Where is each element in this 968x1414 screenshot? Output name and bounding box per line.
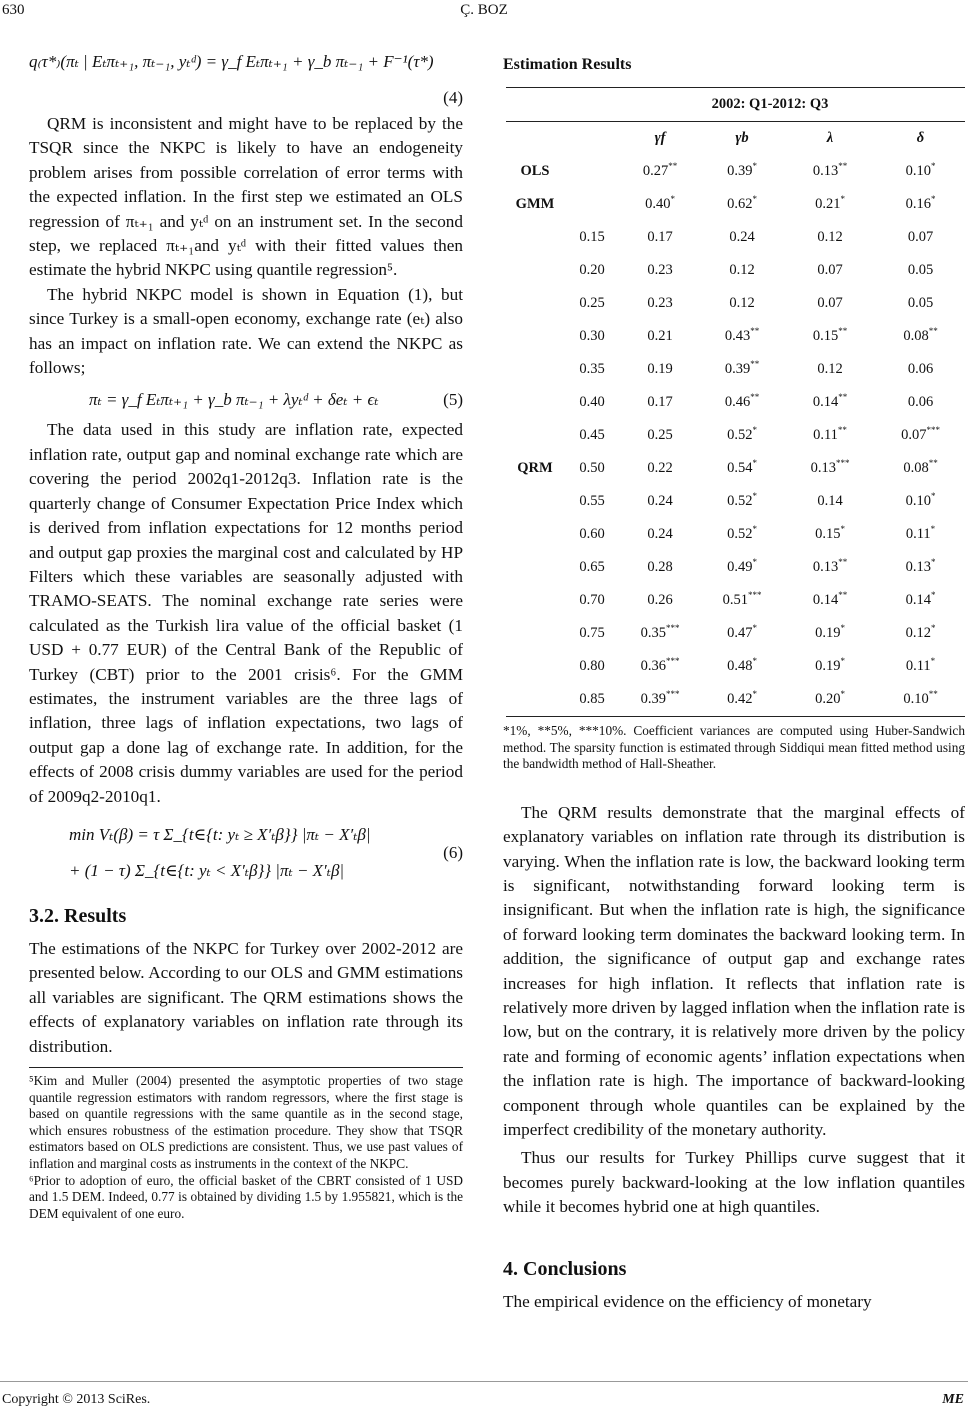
coefficient-value: 0.08 — [903, 328, 929, 344]
coefficient-value: 0.14 — [817, 493, 843, 509]
coefficient-cell — [876, 386, 965, 419]
coefficient-cell — [700, 386, 784, 419]
coefficient-value: 0.11 — [813, 427, 838, 443]
coefficient-value: 0.06 — [907, 361, 934, 377]
coefficient-value: 0.47 — [727, 625, 753, 641]
coefficient-cell — [700, 485, 784, 518]
significance-stars: * — [752, 194, 757, 204]
coefficient-cell — [620, 452, 700, 485]
coefficient-value: 0.17 — [647, 394, 673, 410]
coefficient-value: 0.07 — [817, 295, 843, 311]
header-blank — [564, 122, 620, 155]
equation-6-row — [29, 823, 463, 883]
coefficient-cell — [700, 221, 784, 254]
table-note: *1%, **5%, ***10%. Coefficient variances are computed using Huber-Sandwich method. The sparsity function is estimated through Siddiqui mean fitted method using the bandwidth method of Hall-Sheather. — [503, 723, 965, 772]
coefficient-cell — [876, 155, 965, 188]
coefficient-cell — [876, 485, 965, 518]
equation-6-line-1: min Vₜ(β) = τ Σ_{t∈{t: yₜ ≥ X′ₜβ}} |πₜ − X′ₜβ| — [69, 824, 371, 844]
coefficient-value: 0.40 — [645, 196, 671, 212]
significance-stars: *** — [665, 623, 680, 633]
row-quantile: 0.80 — [579, 658, 605, 674]
coefficient-cell — [620, 287, 700, 320]
row-quantile: 0.75 — [579, 625, 605, 641]
coefficient-cell — [700, 254, 784, 287]
coefficient-cell — [620, 386, 700, 419]
row-method — [506, 584, 564, 617]
significance-stars: * — [840, 656, 845, 666]
footer-journal: ME — [942, 1392, 964, 1407]
row-quantile: 0.25 — [579, 295, 605, 311]
coefficient-value: 0.23 — [647, 262, 673, 278]
coefficient-value: 0.16 — [905, 196, 931, 212]
significance-stars: * — [840, 689, 845, 699]
row-method — [506, 320, 564, 353]
column-header-gamma-b: γb — [735, 130, 749, 146]
table-row — [506, 650, 965, 683]
coefficient-value: 0.10 — [903, 691, 929, 707]
table-bottom-rule — [506, 716, 965, 717]
coefficient-cell — [876, 551, 965, 584]
coefficient-cell — [784, 254, 876, 287]
coefficient-cell — [876, 617, 965, 650]
coefficient-cell — [784, 155, 876, 188]
column-header-gamma-f: γf — [654, 130, 666, 146]
coefficient-cell — [784, 188, 876, 221]
paragraph-results: The estimations of the NKPC for Turkey over 2002-2012 are presented below. According to our OLS and GMM estimations all variables are significant. The QRM estimations shows the effects of explanatory variables on inflation rate through its distribution. — [29, 938, 463, 1056]
equation-5-row — [29, 388, 463, 412]
significance-stars: * — [752, 491, 757, 501]
coefficient-cell — [700, 155, 784, 188]
coefficient-value: 0.15 — [812, 328, 839, 344]
coefficient-cell — [784, 320, 876, 353]
coefficient-cell — [876, 320, 965, 353]
coefficient-value: 0.62 — [727, 196, 753, 212]
row-method — [506, 419, 564, 452]
coefficient-cell — [620, 650, 700, 683]
footer-copyright: Copyright © 2013 SciRes. — [2, 1392, 151, 1407]
coefficient-cell — [876, 287, 965, 320]
coefficient-value: 0.20 — [815, 691, 841, 707]
coefficient-cell — [784, 386, 876, 419]
table-row — [506, 683, 965, 716]
column-header-lambda: λ — [826, 130, 834, 146]
coefficient-value: 0.05 — [907, 295, 934, 311]
coefficient-value: 0.21 — [647, 328, 673, 344]
coefficient-value: 0.11 — [905, 658, 931, 674]
coefficient-cell — [784, 419, 876, 452]
paragraph-phillips-curve: Thus our results for Turkey Phillips curve suggest that it becomes purely backward-looking at the low inflation quantiles while it becomes hybrid one at high quantiles. — [503, 1148, 965, 1217]
equation-6-line-2: + (1 − τ) Σ_{t∈{t: yₜ < X′ₜβ}} |πₜ − X′ₜβ| — [69, 860, 345, 880]
coefficient-value: 0.13 — [812, 559, 839, 575]
coefficient-cell — [876, 353, 965, 386]
equation-4: q₍τ*₎(πₜ | Eₜπₜ₊₁, πₜ₋₁, yₜᵈ) = γ_f Eₜπₜ₊₁ + γ_b πₜ₋₁ + F⁻¹(τ*) — [29, 52, 434, 71]
coefficient-value: 0.10 — [905, 163, 931, 179]
footnote-divider — [29, 1067, 463, 1068]
coefficient-cell — [700, 188, 784, 221]
table-row — [506, 287, 965, 320]
coefficient-cell — [876, 188, 965, 221]
coefficient-cell — [784, 221, 876, 254]
significance-stars: * — [670, 194, 675, 204]
coefficient-value: 0.12 — [817, 229, 843, 245]
row-quantile: 0.60 — [579, 526, 605, 542]
coefficient-value: 0.11 — [905, 526, 931, 542]
significance-stars: ** — [750, 392, 760, 402]
coefficient-cell — [700, 551, 784, 584]
coefficient-cell — [700, 518, 784, 551]
table-row — [506, 419, 965, 452]
table-row — [506, 452, 965, 485]
coefficient-cell — [700, 419, 784, 452]
column-header-delta: δ — [916, 130, 925, 146]
significance-stars: ** — [668, 161, 678, 171]
coefficient-value: 0.23 — [647, 295, 673, 311]
coefficient-value: 0.21 — [815, 196, 841, 212]
significance-stars: ** — [928, 458, 938, 468]
equation-4-number: (4) — [443, 88, 463, 107]
footnote-5: ⁵Kim and Muller (2004) presented the asymptotic properties of two stage quantile regression estimators with random regressors, where the first stage is based on quantile regressions with the same quantile as in the second stage, which ensures robustness of the estimation procedure. They show that TSQR estimators based on OLS predictions are consistent. Thus, we use past values of inflation and marginal costs as instruments in the context of the NKPC. — [29, 1073, 463, 1171]
significance-stars: * — [840, 194, 845, 204]
coefficient-value: 0.36 — [640, 658, 666, 674]
coefficient-cell — [620, 617, 700, 650]
coefficient-value: 0.22 — [647, 460, 673, 476]
coefficient-value: 0.15 — [815, 526, 841, 542]
coefficient-cell — [784, 617, 876, 650]
coefficient-cell — [620, 221, 700, 254]
row-quantile: 0.85 — [579, 691, 605, 707]
coefficient-cell — [620, 155, 700, 188]
coefficient-value: 0.07 — [907, 229, 934, 245]
coefficient-value: 0.08 — [903, 460, 929, 476]
significance-stars: * — [930, 590, 936, 600]
significance-stars: * — [840, 623, 845, 633]
significance-stars: ** — [750, 359, 760, 369]
coefficient-cell — [620, 353, 700, 386]
coefficient-value: 0.12 — [729, 295, 755, 311]
coefficient-cell — [620, 551, 700, 584]
row-method: QRM — [517, 460, 553, 476]
table-row — [506, 155, 965, 188]
significance-stars: ** — [838, 161, 848, 171]
row-quantile: 0.70 — [579, 592, 605, 608]
coefficient-cell — [876, 221, 965, 254]
coefficient-value: 0.10 — [905, 493, 931, 509]
footnote-6: ⁶Prior to adoption of euro, the official basket of the CBRT consisted of 1 USD and 1.5 DEM. Indeed, 0.77 is obtained by dividing 1.5 by 1.955821, which is the DEM equivalent of one euro. — [29, 1172, 463, 1221]
coefficient-cell — [620, 485, 700, 518]
equation-6-number: (6) — [443, 842, 463, 862]
table-row — [506, 320, 965, 353]
row-method — [506, 254, 564, 287]
footer-divider — [0, 1381, 968, 1382]
coefficient-value: 0.27 — [642, 163, 669, 179]
significance-stars: ** — [750, 326, 760, 336]
table-row — [506, 551, 965, 584]
equation-5-number: (5) — [443, 390, 463, 410]
paragraph-data: The data used in this study are inflation rate, expected inflation rate, output gap and nominal exchange rate which are covering the period 2002q1-2012q3. Inflation rate is the quarterly change of Consumer Expectation Price Index which is derived from inflation expectations for 12 months period and output gap proxies the marginal cost and calculated by HP Filters which these variables are seasonally adjusted with TRAMO-SEATS. The nominal exchange rate series were calculated as the Turkish lira value of the official basket (1 USD + 0.77 EUR) of the Central Bank of the Republic of Turkey (CBT) prior to the 2001 crisis⁶. For the GMM estimates, the instrument variables are the three lags of inflation, three lags of inflation expectations, two lags of output gap a done lag of exchange rate. In addition, for the effects of 2008 crisis dummy variables are used for the period of 2009q2-2010q1. — [29, 420, 463, 806]
coefficient-value: 0.48 — [727, 658, 753, 674]
coefficient-value: 0.13 — [810, 460, 836, 476]
row-method — [506, 650, 564, 683]
header-blank — [506, 122, 564, 155]
coefficient-cell — [784, 452, 876, 485]
coefficient-cell — [784, 584, 876, 617]
significance-stars: * — [752, 557, 757, 567]
paragraph-hybrid-nkpc: The hybrid NKPC model is shown in Equation (1), but since Turkey is a small-open economy, exchange rate (eₜ) also has an impact on inflation rate. We can extend the NKPC as follows; — [29, 284, 463, 378]
row-quantile: 0.35 — [579, 361, 605, 377]
coefficient-value: 0.24 — [647, 493, 673, 509]
coefficient-cell — [700, 353, 784, 386]
coefficient-cell — [876, 650, 965, 683]
coefficient-cell — [876, 452, 965, 485]
coefficient-value: 0.52 — [727, 493, 753, 509]
coefficient-cell — [876, 584, 965, 617]
row-quantile — [564, 155, 620, 188]
coefficient-value: 0.35 — [640, 625, 666, 641]
coefficient-cell — [620, 188, 700, 221]
coefficient-value: 0.19 — [815, 625, 841, 641]
row-quantile: 0.55 — [579, 493, 605, 509]
table-row — [506, 617, 965, 650]
table-body — [506, 155, 965, 716]
coefficient-cell — [876, 518, 965, 551]
coefficient-cell — [700, 683, 784, 716]
row-method — [506, 617, 564, 650]
coefficient-cell — [876, 683, 965, 716]
coefficient-cell — [784, 518, 876, 551]
coefficient-value: 0.19 — [647, 361, 673, 377]
equation-6-lines — [69, 823, 371, 883]
significance-stars: *** — [747, 590, 762, 600]
coefficient-cell — [700, 452, 784, 485]
row-method: OLS — [520, 163, 550, 179]
coefficient-cell — [620, 254, 700, 287]
coefficient-value: 0.42 — [727, 691, 753, 707]
coefficient-cell — [700, 320, 784, 353]
coefficient-value: 0.26 — [647, 592, 673, 608]
paragraph-conclusions: The empirical evidence on the efficiency of monetary — [503, 1291, 872, 1311]
coefficient-value: 0.12 — [729, 262, 755, 278]
significance-stars: * — [930, 623, 936, 633]
significance-stars: * — [930, 656, 936, 666]
table-row — [506, 353, 965, 386]
coefficient-value: 0.12 — [817, 361, 843, 377]
coefficient-cell — [784, 353, 876, 386]
coefficient-value: 0.54 — [727, 460, 753, 476]
coefficient-cell — [700, 617, 784, 650]
coefficient-value: 0.25 — [647, 427, 673, 443]
coefficient-value: 0.19 — [815, 658, 841, 674]
coefficient-value: 0.13 — [905, 559, 931, 575]
significance-stars: ** — [838, 326, 848, 336]
row-quantile: 0.50 — [579, 460, 605, 476]
coefficient-value: 0.52 — [727, 526, 753, 542]
coefficient-cell — [784, 650, 876, 683]
significance-stars: ** — [928, 689, 938, 699]
left-column — [29, 50, 463, 1222]
page-number: 630 — [2, 2, 25, 18]
significance-stars: * — [752, 524, 757, 534]
section-heading-results: 3.2. Results — [29, 904, 127, 927]
row-quantile: 0.40 — [579, 394, 605, 410]
coefficient-value: 0.07 — [901, 427, 927, 443]
coefficient-cell — [784, 683, 876, 716]
significance-stars: ** — [838, 557, 848, 567]
coefficient-cell — [784, 287, 876, 320]
row-method — [506, 221, 564, 254]
coefficient-value: 0.39 — [727, 163, 753, 179]
coefficient-cell — [620, 419, 700, 452]
significance-stars: * — [752, 656, 757, 666]
coefficient-value: 0.13 — [812, 163, 839, 179]
coefficient-cell — [700, 584, 784, 617]
significance-stars: * — [752, 623, 757, 633]
row-method — [506, 485, 564, 518]
table-title: Estimation Results — [503, 56, 632, 73]
significance-stars: ** — [928, 326, 938, 336]
row-method: GMM — [515, 196, 555, 212]
estimation-results-table — [506, 122, 965, 716]
significance-stars: * — [930, 524, 936, 534]
significance-stars: *** — [665, 656, 680, 666]
significance-stars: * — [930, 557, 936, 567]
significance-stars: * — [752, 425, 757, 435]
row-method — [506, 551, 564, 584]
coefficient-value: 0.43 — [724, 328, 751, 344]
row-quantile: 0.20 — [579, 262, 605, 278]
table-column-header-row — [506, 122, 965, 155]
coefficient-cell — [620, 584, 700, 617]
coefficient-cell — [876, 419, 965, 452]
coefficient-cell — [876, 254, 965, 287]
row-method — [506, 287, 564, 320]
significance-stars: ** — [837, 425, 847, 435]
significance-stars: *** — [835, 458, 850, 468]
table-row — [506, 254, 965, 287]
coefficient-cell — [620, 320, 700, 353]
significance-stars: *** — [665, 689, 680, 699]
table-period: 2002: Q1-2012: Q3 — [711, 96, 829, 112]
row-method — [506, 353, 564, 386]
coefficient-value: 0.07 — [817, 262, 843, 278]
row-quantile: 0.45 — [579, 427, 605, 443]
coefficient-cell — [700, 287, 784, 320]
significance-stars: ** — [838, 392, 848, 402]
table-row — [506, 518, 965, 551]
section-heading-conclusions: 4. Conclusions — [503, 1257, 627, 1280]
significance-stars: * — [840, 524, 845, 534]
significance-stars: * — [752, 689, 757, 699]
coefficient-value: 0.52 — [727, 427, 753, 443]
table-row — [506, 221, 965, 254]
significance-stars: ** — [838, 590, 848, 600]
table-row — [506, 584, 965, 617]
row-quantile: 0.30 — [579, 328, 605, 344]
paragraph-tsqr: QRM is inconsistent and might have to be replaced by the TSQR since the NKPC is likely to have an endogeneity problem arises from possible correlation of error terms with the expected inflation. In the first step we estimated an OLS regression of πₜ₊₁ and yₜᵈ on an instrument set. In the second step, we replaced πₜ₊₁and yₜᵈ with their fitted values then estimate the hybrid NKPC using quantile regression⁵. — [29, 114, 463, 280]
coefficient-cell — [620, 683, 700, 716]
row-method — [506, 386, 564, 419]
row-method — [506, 518, 564, 551]
table-row — [506, 485, 965, 518]
coefficient-value: 0.51 — [722, 592, 748, 608]
coefficient-value: 0.39 — [724, 361, 751, 377]
coefficient-value: 0.49 — [727, 559, 753, 575]
coefficient-value: 0.17 — [647, 229, 673, 245]
running-header-author: Ç. BOZ — [460, 2, 508, 18]
equation-5: πₜ = γ_f Eₜπₜ₊₁ + γ_b πₜ₋₁ + λyₜᵈ + δeₜ + ϵₜ — [89, 390, 379, 410]
coefficient-value: 0.39 — [640, 691, 666, 707]
significance-stars: * — [752, 458, 757, 468]
table-row — [506, 188, 965, 221]
coefficient-value: 0.24 — [647, 526, 673, 542]
coefficient-value: 0.06 — [907, 394, 934, 410]
coefficient-cell — [700, 650, 784, 683]
coefficient-cell — [784, 485, 876, 518]
coefficient-value: 0.14 — [812, 592, 839, 608]
significance-stars: * — [752, 161, 757, 171]
significance-stars: * — [930, 161, 936, 171]
right-column — [503, 55, 965, 1314]
coefficient-value: 0.24 — [729, 229, 755, 245]
coefficient-cell — [620, 518, 700, 551]
significance-stars: * — [930, 194, 936, 204]
coefficient-value: 0.05 — [907, 262, 934, 278]
significance-stars: *** — [926, 425, 940, 435]
significance-stars: * — [930, 491, 936, 501]
coefficient-value: 0.12 — [905, 625, 931, 641]
coefficient-value: 0.46 — [724, 394, 751, 410]
paragraph-qrm-discussion: The QRM results demonstrate that the marginal effects of explanatory variables on inflation rate through its distribution is varying. When the inflation rate is low, the backward looking term is significant, notwithstanding forward looking term is insignificant. But when the inflation rate is high, the significance of forward looking term dominates the backward looking term. In addition, the significance of output gap and exchange rates increases for high inflation. It reflects that inflation rate is relatively more driven by lagged inflation when the inflation rate is low, but on the contrary, it is relatively more driven by the policy rate and forming of economic agents’ inflation expectations when the inflation rate is high. The importance of backward-looking component through whole quantiles can be explained by the imperfect credibility of the monetary authority. — [503, 802, 966, 1140]
coefficient-value: 0.14 — [905, 592, 931, 608]
coefficient-cell — [784, 551, 876, 584]
coefficient-value: 0.14 — [812, 394, 839, 410]
row-quantile: 0.65 — [579, 559, 605, 575]
row-quantile — [564, 188, 620, 221]
row-method — [506, 683, 564, 716]
coefficient-value: 0.28 — [647, 559, 673, 575]
row-quantile: 0.15 — [579, 229, 605, 245]
table-row — [506, 386, 965, 419]
